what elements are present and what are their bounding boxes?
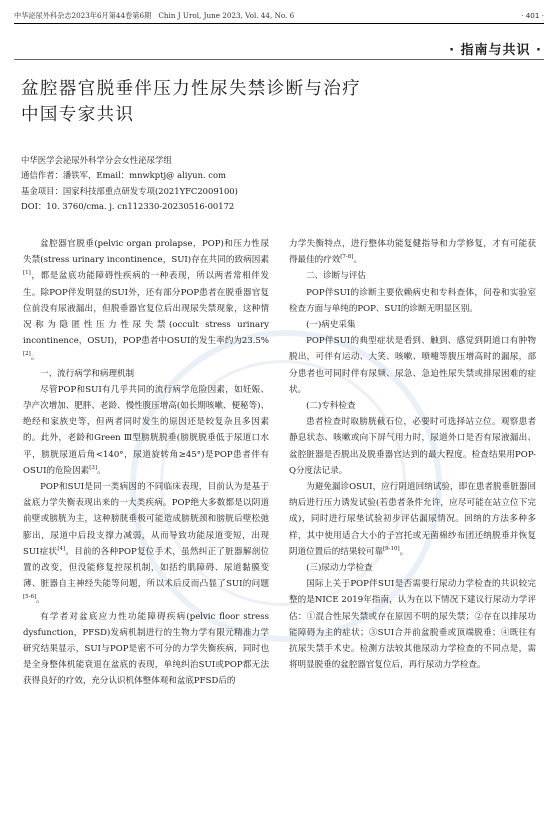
paragraph	[23, 382, 269, 479]
paragraph	[23, 479, 269, 609]
text-run: 一、流行病学和病理机制	[40, 368, 135, 379]
citation: [3]	[89, 465, 97, 471]
text-run: 尽管POP和SUI有几乎共同的流行病学危险因素，如妊娠、孕产次增加、肥胖、老龄、慢性腹压增高(如长期咳嗽、便秘等)、绝经和家族史等，但两者同时发生的原因还是较复杂且多因素的。此外，老龄和Green Ⅲ型膀胱脱垂(膀胱脱垂低于尿道口水平，膀胱尿道后角<140°，尿道旋转角≥45°)是POP患者伴有OSUI的危险因素	[23, 384, 269, 476]
text-run: 为避免漏诊OSUI，应行阴道回纳试验，即在患者脱垂脏器回纳后进行压力诱发试验(若患者条件允许，应尽可能在站立位下完成)，同时进行尿垫试验初步评估漏尿情况。回纳的方法多种多样，其中使用适合大小的子宫托或无菌棉纱布团还纳脱垂并恢复阴道位置后的结果较可靠	[289, 482, 536, 557]
citation: [7-8]	[340, 254, 354, 261]
article-title	[21, 76, 541, 128]
section-heading	[289, 317, 536, 333]
text-run: POP伴SUI的诊断主要依赖病史和专科查体，问卷和实验室检查方面与单纯的POP、SUI的诊断无明显区别。	[289, 287, 536, 314]
text-run: (一)病史采集	[306, 320, 356, 331]
paragraph	[289, 285, 536, 317]
text-run: (三)尿动力学检查	[306, 563, 373, 574]
text-run: 。	[30, 352, 40, 363]
text-run: 盆腔器官脱垂(pelvic organ prolapse，POP)和压力性尿失禁(stress urinary incontinence，SUI)存在共同的致病因素	[23, 239, 269, 266]
text-run: POP伴SUI的典型症状是看到、触到、感觉到阴道口有肿物脱出，可伴有运动、大笑、咳嗽、喷嚏等腹压增高时的漏尿，部分患者也可同时伴有尿频、尿急、急迫性尿失禁或排尿困难的症状。	[289, 336, 536, 395]
text-run: 。目前的各种POP复位手术，虽然纠正了脏器解剖位置的改变，但没能修复控尿机制，如括约肌障碍、尿道黏膜变薄、脏器自主神经失能等问题，所以术后反而凸显了SUI的问题	[23, 546, 270, 590]
text-run: 有学者对盆底应力性功能障碍疾病(pelvic floor stress dysfunction，PFSD)发病机制进行的生物力学有限元精准力学研究结果显示，SUI与POP是密不可分的力学失衡疾病，同时也是全身整体机能衰退在盆底的表现，单纯纠治SUI或POP都无法获得良好的疗效，充分认识机体整体观和盆底PFSD后的	[23, 611, 269, 687]
citation: [1]	[23, 270, 31, 277]
right-column	[289, 236, 536, 673]
paragraph	[289, 414, 536, 479]
text-run: 。	[353, 255, 362, 266]
section-heading	[289, 268, 536, 284]
text-run: 二、诊断与评估	[306, 271, 366, 282]
left-column	[23, 236, 269, 690]
citation: [9-10]	[383, 546, 400, 553]
text-run: (二)专科检查	[306, 401, 356, 412]
text-run: 患者检查时取膀胱截石位，必要时可选择站立位。观察患者静息状态、咳嗽或向下屏气用力时，尿道外口是否有尿液漏出、盆腔脏器是否脱出及脱垂器官达到的最大程度。检查结果用POP-Q分度法记录。	[289, 417, 536, 476]
text-run: 。	[96, 465, 106, 476]
paragraph	[289, 236, 536, 268]
paragraph	[289, 576, 536, 673]
text-run: 。	[399, 546, 409, 557]
section-heading	[23, 366, 269, 382]
paragraph	[23, 609, 269, 690]
journal-header: 中华泌尿外科杂志2023年6月第44卷第6期 Chin J Urol, June 2023, Vol. 44, No. 6	[14, 11, 295, 20]
doi: DOI：10. 3760/cma. j. cn112330-20230516-00172	[21, 201, 235, 212]
section-tag: · 指南与共识 ·	[449, 43, 542, 58]
title-line-1: 盆腔器官脱垂伴压力性尿失禁诊断与治疗	[21, 79, 362, 99]
citation: [4]	[57, 546, 66, 553]
organization: 中华医学会泌尿外科学分会女性泌尿学组	[21, 155, 172, 165]
section-heading	[289, 560, 536, 576]
funding: 基金项目：国家科技部重点研发专项(2021YFC2009100)	[21, 185, 238, 196]
citation: [2]	[23, 351, 31, 358]
title-line-2: 中国专家共识	[21, 105, 135, 125]
text-run: 力学失衡特点，进行整体功能复健指导和力学修复，才有可能获得最佳的疗效	[289, 239, 536, 266]
article-meta	[21, 153, 541, 215]
paragraph	[289, 479, 536, 560]
paragraph	[23, 236, 269, 366]
divider	[14, 59, 544, 60]
paragraph	[289, 333, 536, 398]
section-heading	[289, 398, 536, 414]
text-run: 。	[36, 595, 45, 606]
text-run: POP和SUI是同一类病因的不同临床表现，目前认为是基于盆底力学失衡表现出来的一大类疾病。POP绝大多数都是以阴道前壁或膀胱为主，这种膀胱垂极可能造成膀胱颈和膀胱后壁松弛膨出，尿道中后段支撑力减弱，从而导致功能尿道变短，出现SUI症状	[23, 482, 269, 557]
corresponding-author: 通信作者：潘铁军，Email：mnwkptj@ aliyun. com	[21, 170, 226, 181]
text-run: 国际上关于POP伴SUI是否需要行尿动力学检查的共识较完整的是NICE 2019年指南，认为在以下情况下建议行尿动力学评估：①混合性尿失禁或存在原因不明的尿失禁；②存在以排尿功能障碍为主的症状；③SUI合并前盆脱垂或顶端脱垂；④既往有抗尿失禁手术史。检测方法较其他尿动力学检查的不同点是，需将明显脱垂的盆腔器官复位后，再行尿动力学检查。	[289, 579, 536, 671]
text-run: ，都是盆底功能障碍性疾病的一种表现，所以两者常相伴发生。除POP伴发明显的SUI外，还有部分POP患者在脱垂器官复位前没有尿液漏出，但脱垂器官复位后出现尿失禁现象，这种情况称为隐匿性压力性尿失禁(occult stress urinary incontinence，OSUI)，POP患者中OSUI的发生率约为23.5%	[23, 271, 269, 347]
page-number: · 401 ·	[521, 11, 544, 20]
running-header	[14, 9, 544, 24]
citation: [5-6]	[23, 594, 37, 601]
